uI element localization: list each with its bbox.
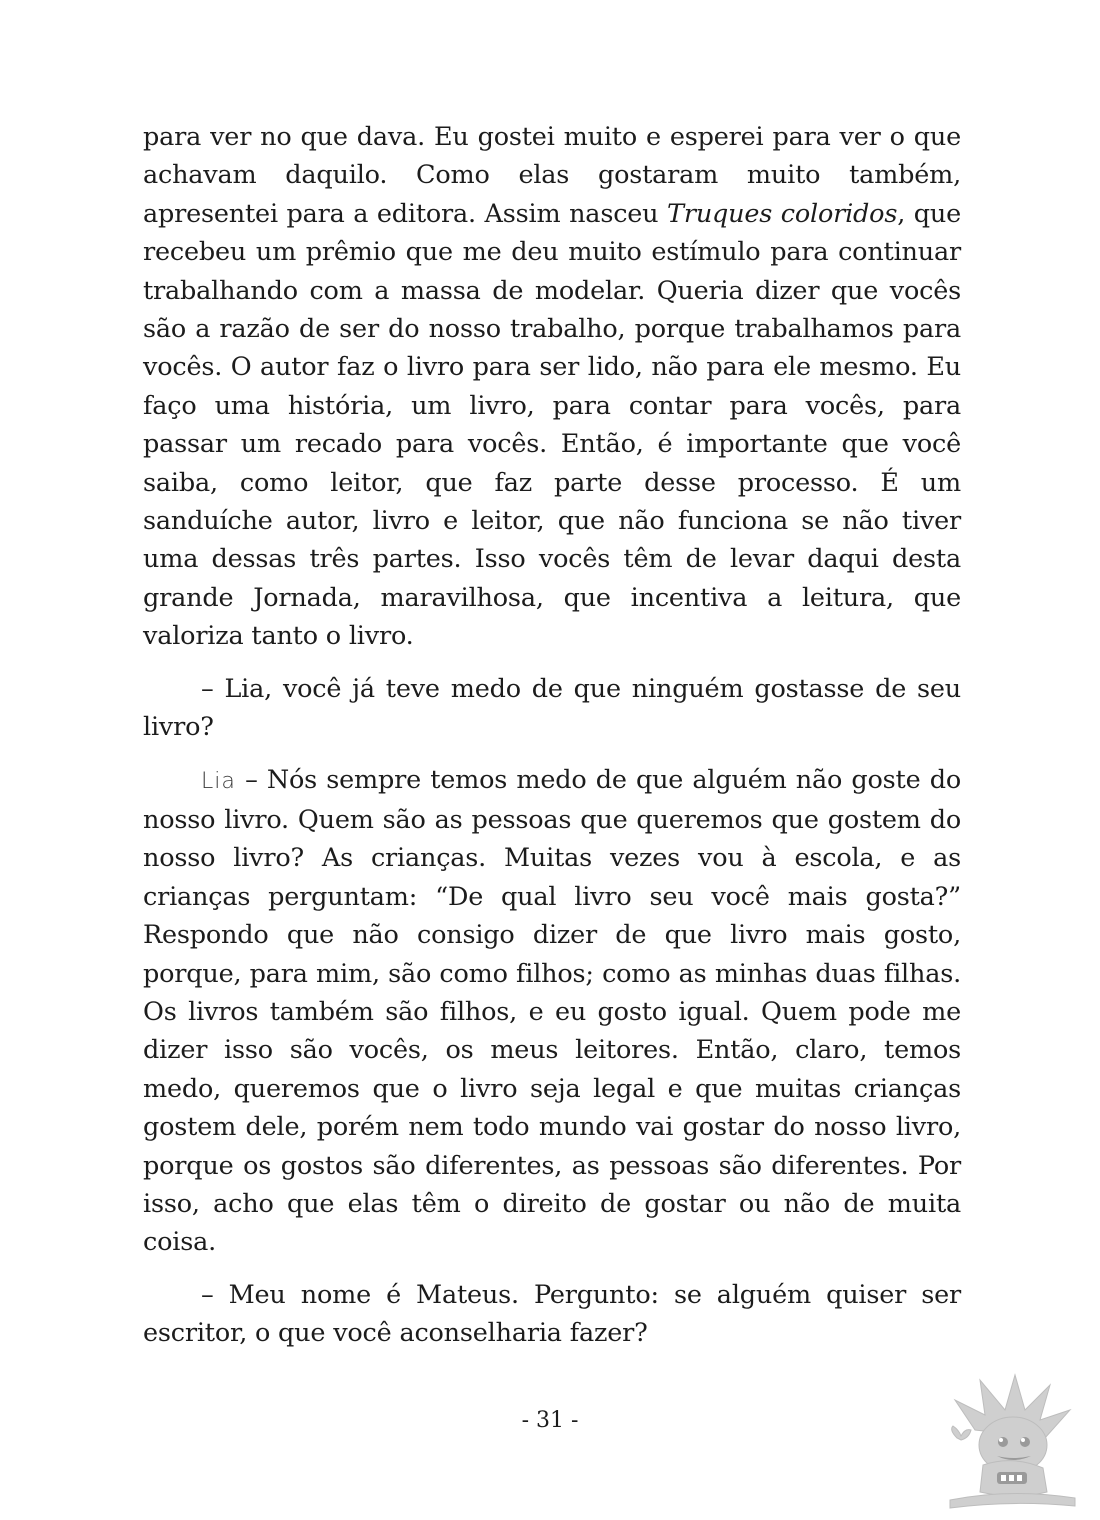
question-paragraph-2: – Meu nome é Mateus. Pergunto: se alguém quiser ser escritor, o que você aconselharia fazer? <box>143 1279 961 1349</box>
body-text <box>143 118 961 1353</box>
paragraph-1-text-end: , que recebeu um prêmio que me deu muito estímulo para continuar trabalhando com a massa de modelar. Queria dizer que vocês são a razão de ser do nosso trabalho, porque trabalhamos para vocês. O autor faz o livro para ser lido, não para ele mesmo. Eu faço uma história, um livro, para contar para vocês, para passar um recado para vocês. Então, é importante que você saiba, como leitor, que faz parte desse processo. É um sanduíche autor, livro e leitor, que não funciona se não tiver uma dessas três partes. Isso vocês têm de levar daqui desta grande Jornada, maravilhosa, que incentiva a leitura, que valoriza tanto o livro. <box>143 198 961 652</box>
paragraph-1-text-start: para ver no que dava. Eu gostei muito e esperei para ver o que achavam daquilo. Como elas gostaram muito também, apresentei para a editora. Assim nasceu <box>143 122 961 229</box>
answer-text: – Nós sempre temos medo de que alguém não goste do nosso livro. Quem são as pessoas que queremos que gostem do nosso livro? As crianças. Muitas vezes vou à escola, e as crianças perguntam: “De qual livro seu você mais gosta?” Respondo que não consigo dizer de que livro mais gosto, porque, para mim, são como filhos; como as minhas duas filhas. Os livros também são filhos, e eu gosto igual. Quem pode me dizer isso são vocês, os meus leitores. Então, claro, temos medo, queremos que o livro seja legal e que muitas crianças gostem dele, porém nem todo mundo vai gostar do nosso livro, porque os gostos são diferentes, as pessoas são diferentes. Por isso, acho que elas têm o direito de gostar ou não de muita coisa. <box>143 764 961 1258</box>
speaker-name: Lia <box>201 768 236 794</box>
page-number: - 31 - <box>521 1408 579 1433</box>
paragraph-1 <box>143 118 961 656</box>
cartoon-character-icon <box>935 1360 1085 1510</box>
question-paragraph-1: – Lia, você já teve medo de que ninguém gostasse de seu livro? <box>143 673 961 743</box>
answer-paragraph <box>143 761 961 1262</box>
book-title-italic: Truques coloridos <box>667 198 898 229</box>
